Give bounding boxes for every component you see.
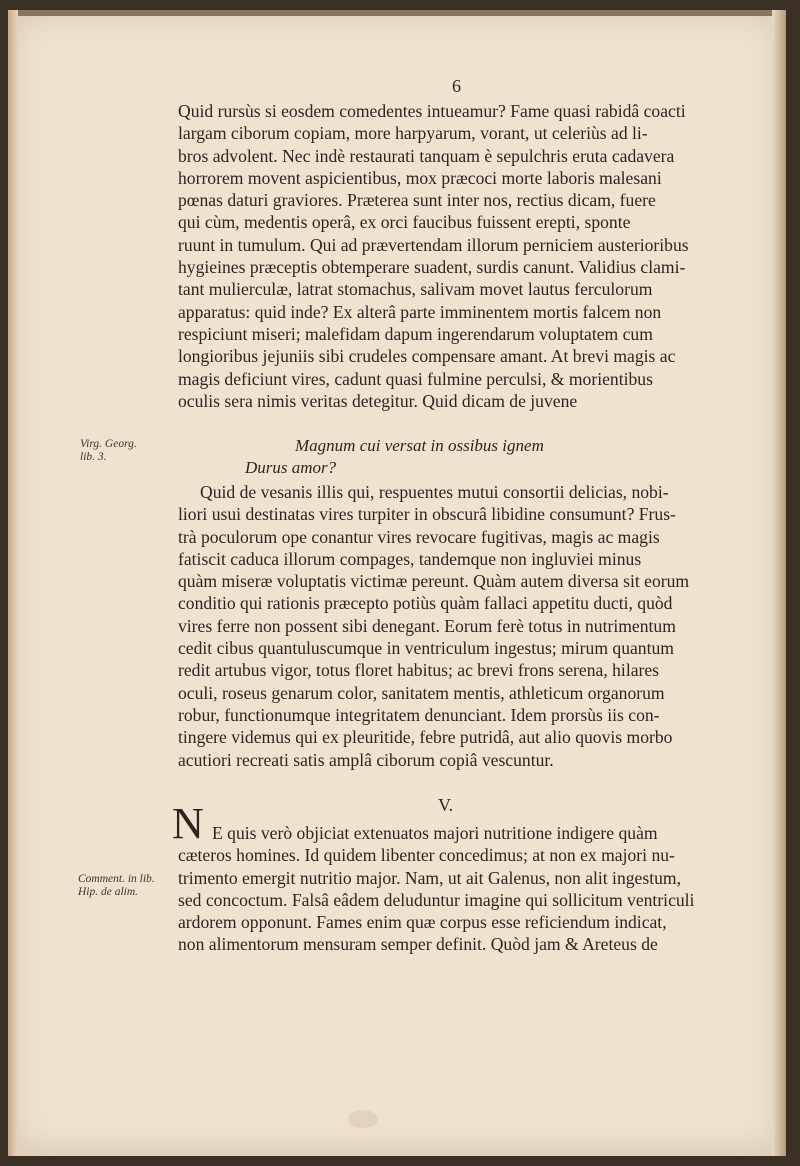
text-line: tingere videmus qui ex pleuritide, febre putridâ, aut alio quovis morbo [178,727,673,748]
section-heading: V. [438,795,454,815]
paragraph-2 [178,481,738,771]
text-line: longioribus jejuniis sibi crudeles compensare amant. At brevi magis ac [178,346,676,367]
text-line: Quid de vesanis illis qui, respuentes mutui consortii delicias, nobi- [200,482,669,502]
drop-cap: N [172,799,204,848]
margin-note-line: Virg. Georg. [80,438,137,450]
text-line: cæteros homines. Id quidem libenter concedimus; at non ex majori nu- [178,845,675,866]
margin-note-line: Comment. in lib. [78,873,155,885]
text-line: ruunt in tumulum. Qui ad prævertendam illorum perniciem austerioribus [178,234,689,255]
margin-note-galen [78,873,155,899]
text-line: vires ferre non possent sibi denegant. Eorum ferè totus in nutrimentum [178,615,676,636]
page-number: 6 [452,76,461,96]
paper-stain [348,1110,378,1128]
text-line: quàm miseræ voluptatis victimæ pereunt. Quàm autem diversa sit eorum [178,571,690,592]
text-line: cedit cibus quantuluscumque in ventriculum ingestus; mirum quantum [178,638,674,659]
paragraph-3 [178,822,738,956]
text-line: trimento emergit nutritio major. Nam, ut ait Galenus, non alit ingestum, [178,867,681,888]
text-line: oculis sera nimis veritas detegitur. Quid dicam de juvene [178,390,578,411]
text-line: horrorem movent aspicientibus, mox præcoci morte laboris malesani [178,167,662,188]
text-line: magis deficiunt vires, cadunt quasi fulmine perculsi, & morientibus [178,368,653,389]
text-line: sed concoctum. Falsâ eâdem deluduntur imagine qui sollicitum ventriculi [178,889,695,910]
text-line: pœnas daturi graviores. Præterea sunt inter nos, rectius dicam, fuere [178,190,656,211]
text-line: qui cùm, medentis operâ, ex orci faucibus fuissent erepti, sponte [178,212,631,233]
paragraph-1 [178,100,738,412]
text-line: tant mulierculæ, latrat stomachus, salivam movet lautus ferculorum [178,279,653,300]
text-line: robur, functionumque integritatem denunciant. Idem prorsùs iis con- [178,704,660,725]
text-line: acutiori recreati satis amplâ ciborum copiâ vescuntur. [178,749,554,770]
verse-line-1: Magnum cui versat in ossibus ignem [295,436,544,455]
text-line: non alimentorum mensuram semper definit. Quòd jam & Areteus de [178,934,658,955]
text-line: trà poculorum ope conantur vires revocare fugitivas, magis ac magis [178,526,660,547]
text-line: conditio qui rationis præcepto potiùs quàm fallaci appetitu ducti, quòd [178,593,673,614]
text-line: hygieines præceptis obtemperare suadent, surdis canunt. Validius clami- [178,257,686,278]
book-spine [8,10,18,1156]
text-line: apparatus: quid inde? Ex alterâ parte imminentem mortis falcem non [178,301,662,322]
text-line: largam ciborum copiam, more harpyarum, vorant, ut celeriùs ad li- [178,123,648,144]
margin-note-virgil [80,438,137,464]
page-top-edge [8,10,786,16]
text-line: liori usui destinatas vires turpiter in obscurâ libidine consumunt? Frus- [178,504,676,525]
text-line: ardorem opponunt. Fames enim quæ corpus esse reficiendum indicat, [178,912,667,933]
text-line: E quis verò objiciat extenuatos majori nutritione indigere quàm [212,823,658,843]
text-line: Quid rursùs si eosdem comedentes intueamur? Fame quasi rabidâ coacti [178,101,686,121]
text-line: oculi, roseus genarum color, sanitatem mentis, athleticum organorum [178,682,665,703]
text-line: bros advolent. Nec indè restaurati tanquam è sepulchris eruta cadavera [178,145,675,166]
text-line: redit artubus vigor, totus floret habitus; ac brevi frons serena, hilares [178,660,660,681]
margin-note-line: lib. 3. [80,451,107,463]
verse-line-2: Durus amor? [245,458,337,477]
margin-note-line: Hip. de alim. [78,886,139,898]
page-edge [772,10,786,1156]
text-line: respiciunt miseri; malefidam dapum ingerendarum voluptatem cum [178,323,653,344]
text-line: fatiscit caduca illorum compages, tandemque non ingluviei minus [178,548,642,569]
